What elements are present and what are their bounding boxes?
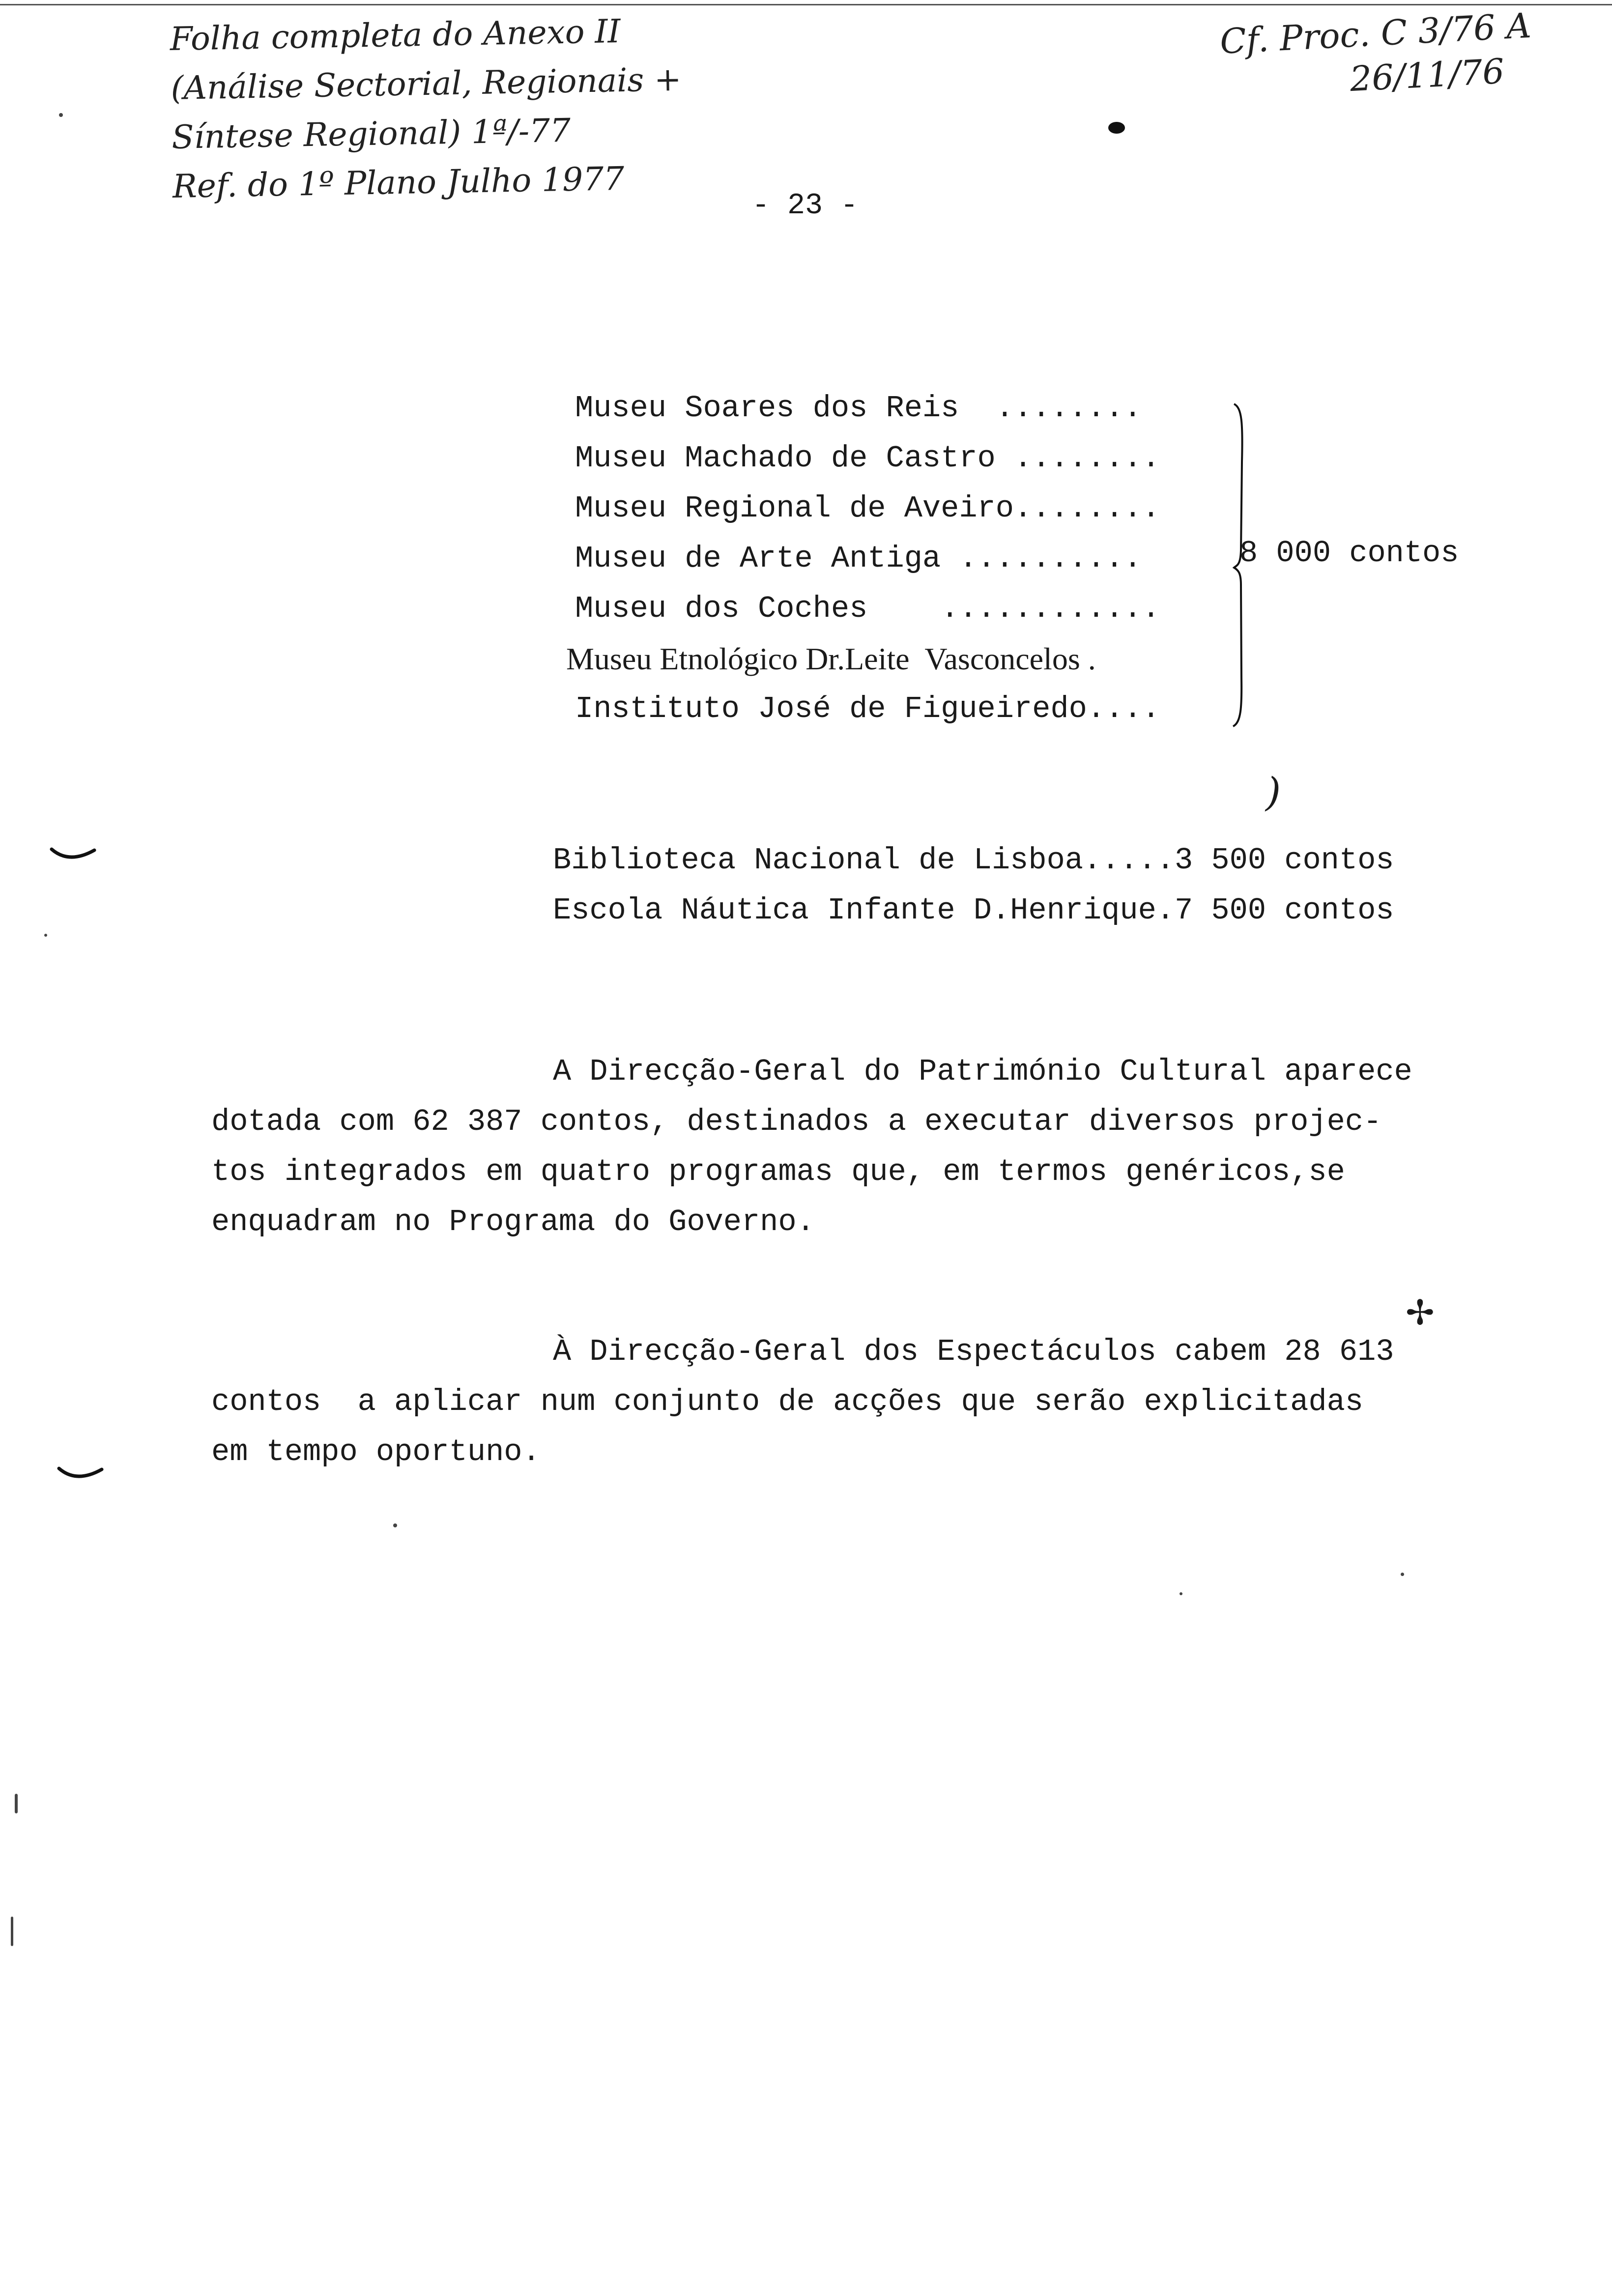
speck [44, 934, 47, 937]
handwritten-line: Síntese Regional) 1ª/-77 [171, 111, 571, 156]
handwritten-line: Folha completa do Anexo II [170, 12, 621, 58]
list-item [575, 584, 1160, 634]
speck [1401, 1573, 1404, 1576]
list-item [575, 684, 1160, 734]
institution-name: Museu Soares dos Reis [575, 391, 959, 426]
institution-name: Museu de Arte Antiga [575, 541, 941, 576]
institution-name: Museu Regional de Aveiro [575, 491, 1014, 526]
dot-leader: ............ [867, 591, 1160, 626]
institution-name: Museu Etnológico Dr.Leite Vasconcelos [566, 641, 1080, 676]
budget-lines [553, 835, 1394, 936]
margin-tick [49, 845, 98, 865]
list-item [566, 634, 1151, 684]
handwritten-line: Ref. do 1º Plano Julho 1977 [172, 159, 625, 205]
list-item [575, 383, 1160, 433]
handwritten-line: (Análise Sectorial, Regionais + [170, 60, 682, 107]
paragraph-line: À Direcção-Geral dos Espectáculos cabem 28 613 [553, 1334, 1394, 1369]
margin-tick [57, 1464, 106, 1484]
top-rule [0, 4, 1612, 5]
dot-leader: ........ [959, 391, 1142, 426]
speck [11, 1917, 13, 1946]
handwritten-note-right [1219, 3, 1534, 108]
list-item [575, 484, 1160, 534]
group-total: 8 000 contos [1239, 536, 1459, 571]
institution-list [566, 383, 1160, 734]
dot-leader: ........ [995, 441, 1160, 476]
institution-name: Museu dos Coches [575, 591, 868, 626]
speck [59, 113, 63, 117]
dot-leader: ........ [1013, 491, 1160, 526]
list-item [575, 534, 1160, 584]
budget-line: Biblioteca Nacional de Lisboa.....3 500 contos [553, 843, 1394, 878]
paragraph-line: enquadram no Programa do Governo. [211, 1205, 815, 1239]
paragraph-line: contos a aplicar num conjunto de acções que serão explicitadas [211, 1384, 1363, 1419]
paragraph-line: dotada com 62 387 contos, destinados a executar diversos projec- [211, 1104, 1382, 1139]
institution-name: Instituto José de Figueiredo [575, 691, 1087, 726]
ink-cross-mark: ✢ [1406, 1292, 1435, 1333]
dot-leader: .... [1087, 691, 1160, 726]
paragraph-espectaculos [211, 1327, 1479, 1477]
speck [393, 1523, 397, 1527]
paren-mark: ) [1266, 769, 1281, 815]
speck [1180, 1592, 1182, 1595]
paragraph-line: tos integrados em quatro programas que, em termos genéricos,se [211, 1154, 1345, 1189]
paragraph-line: em tempo oportuno. [211, 1435, 541, 1469]
list-item [575, 433, 1160, 484]
paragraph-line: A Direcção-Geral do Património Cultural aparece [553, 1054, 1412, 1089]
dot-leader: . [1080, 641, 1096, 676]
handwritten-note-left [170, 5, 723, 211]
speck [15, 1794, 18, 1813]
paragraph-patrimonio [211, 1047, 1479, 1247]
ink-dot [1108, 122, 1125, 134]
dot-leader: .......... [941, 541, 1142, 576]
budget-line: Escola Náutica Infante D.Henrique.7 500 contos [553, 893, 1394, 928]
handwritten-line: Cf. Proc. C 3/76 A [1219, 5, 1532, 62]
institution-name: Museu Machado de Castro [575, 441, 996, 476]
handwritten-line: 26/11/76 [1349, 51, 1505, 100]
page-number: - 23 - [752, 189, 859, 223]
